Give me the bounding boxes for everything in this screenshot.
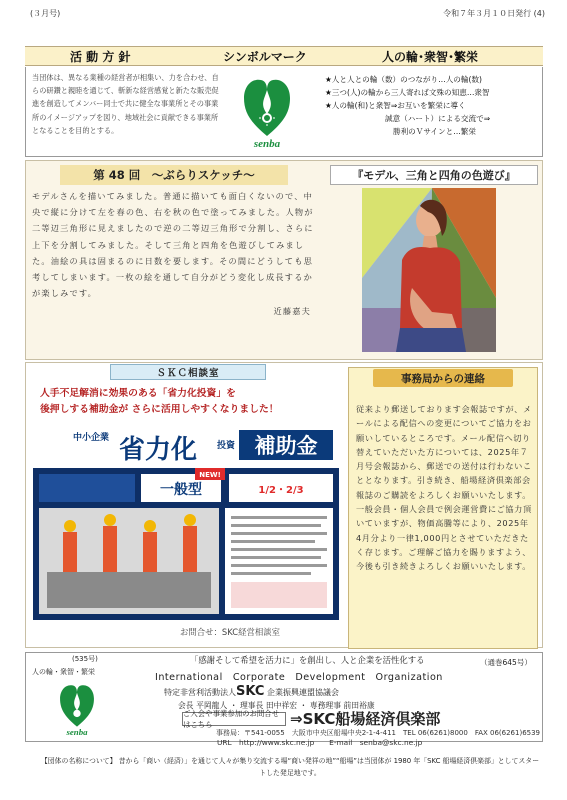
motto-line: ★人の輪(和)と衆智⇒お互いを繁栄に導く: [325, 101, 466, 111]
column-body: [32, 188, 315, 320]
ad-tail: 補助金: [254, 434, 318, 458]
issue-label: (３月号): [30, 9, 61, 18]
logo-word-small: senba: [66, 726, 88, 737]
inquiry-box: ご入会や事業参加のお問合せはこちら: [182, 712, 286, 726]
volume-number: （通巻645号）: [480, 658, 532, 667]
motto-line: ★人と人との輪（数）のつながり…人の輪(数): [325, 75, 483, 84]
issue-date: 令和７年３月１０日発行 (4): [443, 9, 545, 18]
ad-main: 省力化: [119, 435, 198, 465]
senba-logo: [240, 74, 294, 150]
section-title-bar: [25, 46, 543, 66]
skc-lead: [40, 386, 340, 418]
org-name-main: 企業振興連盟協議会: [266, 688, 339, 697]
footer-slogan: 「感謝そして希望を活力に」を創出し、人と企業を活性化する: [190, 655, 425, 665]
office-notice: 従来より郵送しております会報誌ですが、メールによる配信への変更についてご協力をお願いしているところです。メール配信へ切り替えていただいた方については、2025年７月号会報誌から、郵送での送付は行わないこととなります。引き続き、船場経済倶楽部会報誌のご購読をよろしくお願いいたします。一般会員・個人会員で例会運営費にご協力頂いていますが、物価高騰等により、2025年4月分より一律1,000円とさせていただきたく存じます。ご理解ご協力を賜りますよう、今後も引き続きよろしくお願いいたします。: [356, 404, 532, 572]
logo-word: senba: [253, 138, 281, 150]
senba-logo-small: [57, 681, 97, 737]
model-painting: [362, 188, 496, 352]
motto-heading: 人の輪･衆智･繁栄: [382, 49, 479, 64]
skc-title: ＳＫＣ相談室: [110, 364, 266, 380]
org-prefix: 特定非営利活動法人: [164, 688, 236, 697]
column-signature: 近藤嘉夫: [273, 306, 311, 317]
mission-text: 当団体は、異なる業種の経営者が相集い、力を合わせ、自らの研鑽と親睦を通じて、斬新な経営感覚と新たな販売促進を創造してメンバー同士で共に健全な事業所とその事業所のイメージアップを図り、地域社会に貢献できる事業所となることを目的とする。: [32, 73, 219, 135]
office-address: 事務局：〒541-0055 大阪市中央区船場中央2-1-4-411 TEL 06(6261)8000 FAX 06(6261)6539: [216, 729, 541, 737]
policy-heading: 活 動 方 針: [70, 49, 131, 64]
painting-title: 『モデル、三角と四角の色遊び』: [330, 165, 538, 185]
motto-line: 勝利のＶサインと…繁栄: [393, 127, 476, 137]
page-header: [30, 8, 545, 22]
column-text: モデルさんを描いてみました。普通に描いても面白くないので、中央で縦に分けて左を春の色、右を秋の色で塗ってみました。人物が二等辺三角形に見えましたので逆の二等辺三角形で分割し、さらに上下を分割してみました。そして三角と四角を色遊びしてみました。油絵の具は固まるのに日数を要します。その間にどうしても思考してしまいます。一枚の絵を通して自分がどう変化し成長するかが楽しみです。: [32, 191, 314, 299]
skc-contact: お問合せ：SKC経営相談室: [180, 627, 280, 637]
ad-sub: 投資: [217, 441, 236, 451]
club-name: ⇒SKC船場経済倶楽部: [290, 710, 441, 728]
contact-web: URL http://www.skc.ne.jp E-mail senba@skc.ne.jp: [217, 738, 423, 747]
column-title: 第 48 回 ～ぶらりスケッチ～: [60, 165, 288, 185]
subsidy-ad: [33, 422, 339, 620]
ad-new: NEW!: [199, 471, 221, 479]
ad-type: 一般型: [160, 482, 202, 498]
footer-tagline: 人の輪・衆智・繁栄: [32, 668, 95, 676]
symbol-heading: シンボルマーク: [223, 49, 307, 64]
org-english-name: International Corporate Development Organization: [155, 672, 443, 683]
motto-list: [325, 73, 543, 138]
motto-line: 誠意（ハート）による交流で⇒: [385, 114, 491, 124]
office-title: 事務局からの連絡: [373, 369, 513, 387]
skc-lead-line1: 人手不足解消に効果のある「省力化投資」を: [40, 388, 236, 399]
name-origin-note: 【団体の名称について】 昔から「商い（経済）」を通じて人々が集り交流する場“商い発祥の地”“船場”は当団体が 1980 年「SKC 船場経済倶楽部」としてスタートした発足地です。: [40, 757, 540, 777]
skc-lead-line2: 後押しする補助金が さらに活用しやすくなりました！: [40, 404, 279, 415]
ad-small: 中小企業: [73, 433, 110, 443]
issue-number: (535号): [72, 655, 98, 663]
org-skc: SKC: [236, 684, 265, 699]
motto-line: ★三つ(人)の輪から三人寄れば文殊の知恵…衆智: [325, 88, 490, 98]
officers-list: 会長 平岡龍人 ・ 理事長 田中祥宏 ・ 専務理事 前田裕康: [178, 701, 375, 710]
ad-rate: 1/2・2/3: [258, 485, 304, 496]
org-name: [164, 684, 339, 699]
